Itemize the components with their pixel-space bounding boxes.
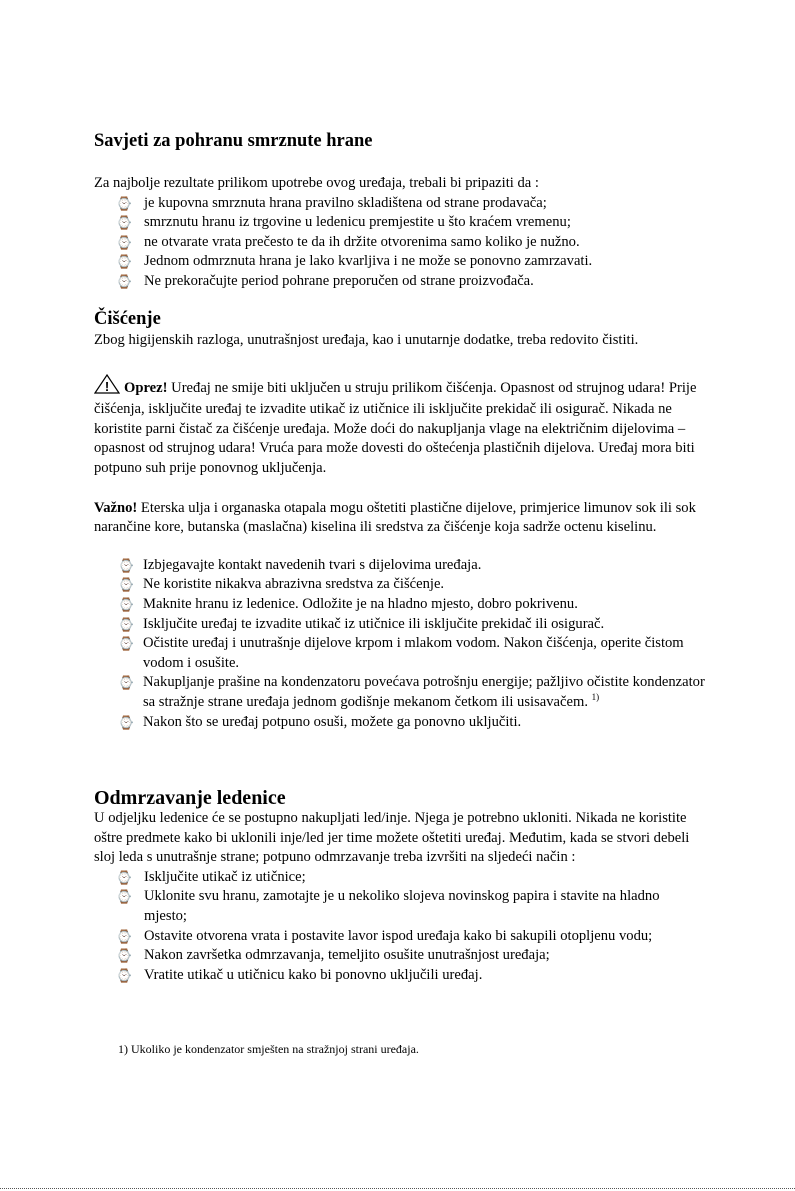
clock-bullet-icon: ⌚ (118, 675, 135, 691)
clock-bullet-icon: ⌚ (116, 234, 133, 250)
list-item: ⌚ Ne koristite nikakva abrazivna sredstva za čišćenje. (118, 575, 709, 595)
important-label: Važno! (94, 499, 138, 516)
list-item: ⌚ Uklonite svu hranu, zamotajte je u nekoliko slojeva novinskog papira i stavite na hladno mjesto; (116, 888, 660, 924)
warning-triangle-icon (94, 374, 120, 401)
clock-bullet-icon: ⌚ (118, 577, 135, 593)
defrost-intro: U odjeljku ledenice će se postupno nakupljati led/inje. Njega je potrebno ukloniti. Nikada ne koristite oštre predmete kako bi uklonili inje/led jer time možete oštetiti uređaj. Međutim, kada se stvori debeli sloj leda s unutrašnje strane; potpuno odmrzavanje treba izvršiti na sljedeći način : (94, 810, 690, 866)
clock-bullet-icon: ⌚ (118, 636, 135, 652)
list-item: ⌚ je kupovna smrznuta hrana pravilno skladištena od strane prodavača; (116, 194, 704, 214)
list-item: ⌚ Isključite uređaj te izvadite utikač iz utičnice ili isključite prekidač ili osigurač. (118, 615, 709, 635)
clock-bullet-icon: ⌚ (116, 195, 133, 211)
warning-text: Uređaj ne smije biti uključen u struju prilikom čišćenja. Opasnost od strujnog udara! Prije čišćenja, isključite uređaj te izvadite utikač iz utičnice ili isključite prekidač ili osigurač. Nikada ne koristite parni čistač za čišćenje uređaja. Može doći do nakupljanja vlage na električnim dijelovima – opasnost od strujnog udara! Vruća para može dovesti do oštećenja plastičnih dijelova. Uređaj mora biti potpuno suh prije ponovnog uključenja. (94, 379, 697, 476)
page-bottom-rule (0, 1188, 795, 1189)
list-item: ⌚ Vratite utikač u utičnicu kako bi ponovno uključili uređaj. (116, 966, 694, 986)
list-item: ⌚ smrznutu hranu iz trgovine u ledenicu premjestite u što kraćem vremenu; (116, 213, 704, 233)
list-item: ⌚ Izbjegavajte kontakt navedenih tvari s dijelovima uređaja. (118, 556, 709, 576)
defrost-list (94, 868, 694, 986)
defrost-title: Odmrzavanje ledenice (94, 787, 286, 809)
list-item: ⌚ Maknite hranu iz ledenice. Odložite je na hladno mjesto, dobro pokrivenu. (118, 595, 709, 615)
defrost-section (94, 809, 694, 985)
clock-bullet-icon: ⌚ (116, 273, 133, 289)
list-item: ⌚ Nakon što se uređaj potpuno osuši, možete ga ponovno uključiti. (118, 713, 709, 733)
clock-bullet-icon: ⌚ (116, 215, 133, 231)
cleaning-list (94, 556, 709, 732)
cleaning-section (94, 331, 709, 732)
important-paragraph (94, 499, 709, 538)
clock-bullet-icon: ⌚ (116, 967, 133, 983)
important-text: Eterska ulja i organaska otapala mogu oštetiti plastične dijelove, primjerice limunov sok ili sok narančine kore, butanska (maslačna) kiselina ili sredstva za čišćenje koja sadrže octenu kiselinu. (94, 499, 696, 536)
list-item: ⌚ Ne prekoračujte period pohrane preporučen od strane proizvođača. (116, 272, 704, 292)
list-item: ⌚ Isključite utikač iz utičnice; (116, 868, 694, 888)
footnote-ref: 1) (591, 691, 600, 702)
list-item: ⌚ Očistite uređaj i unutrašnje dijelove krpom i mlakom vodom. Nakon čišćenja, operite čistom vodom i osušite. (118, 635, 684, 671)
storage-list (94, 194, 704, 292)
list-item: ⌚ Nakon završetka odmrzavanja, temeljito osušite unutrašnjost uređaja; (116, 946, 694, 966)
clock-bullet-icon: ⌚ (118, 616, 135, 632)
clock-bullet-icon: ⌚ (118, 714, 135, 730)
warning-paragraph (94, 374, 709, 479)
list-item: ⌚ ne otvarate vrata prečesto te da ih držite otvorenima samo koliko je nužno. (116, 233, 704, 253)
clock-bullet-icon: ⌚ (116, 928, 133, 944)
warning-label: Oprez! (124, 379, 168, 396)
list-item: ⌚ Nakupljanje prašine na kondenzatoru povećava potrošnju energije; pažljivo očistite kondenzator sa stražnje strane uređaja jednom godišnje mekanom četkom ili usisavačem. $^{1)}$ (118, 674, 705, 710)
clock-bullet-icon: ⌚ (116, 948, 133, 964)
cleaning-title: Čišćenje (94, 309, 161, 329)
svg-text:!: ! (104, 378, 110, 394)
storage-section (94, 174, 704, 292)
clock-bullet-icon: ⌚ (118, 557, 135, 573)
footnote: 1) Ukoliko je kondenzator smješten na stražnjoj strani uređaja. (118, 1042, 419, 1056)
cleaning-intro: Zbog higijenskih razloga, unutrašnjost uređaja, kao i unutarnje dodatke, treba redovito čistiti. (94, 332, 639, 348)
storage-title: Savjeti za pohranu smrznute hrane (94, 131, 373, 151)
list-item: ⌚ Jednom odmrznuta hrana je lako kvarljiva i ne može se ponovno zamrzavati. (116, 252, 704, 272)
list-item: ⌚ Ostavite otvorena vrata i postavite lavor ispod uređaja kako bi sakupili otopljenu vodu; (116, 927, 694, 947)
clock-bullet-icon: ⌚ (116, 889, 133, 905)
clock-bullet-icon: ⌚ (118, 596, 135, 612)
clock-bullet-icon: ⌚ (116, 254, 133, 270)
storage-intro: Za najbolje rezultate prilikom upotrebe ovog uređaja, trebali bi pripaziti da : (94, 175, 539, 191)
clock-bullet-icon: ⌚ (116, 869, 133, 885)
